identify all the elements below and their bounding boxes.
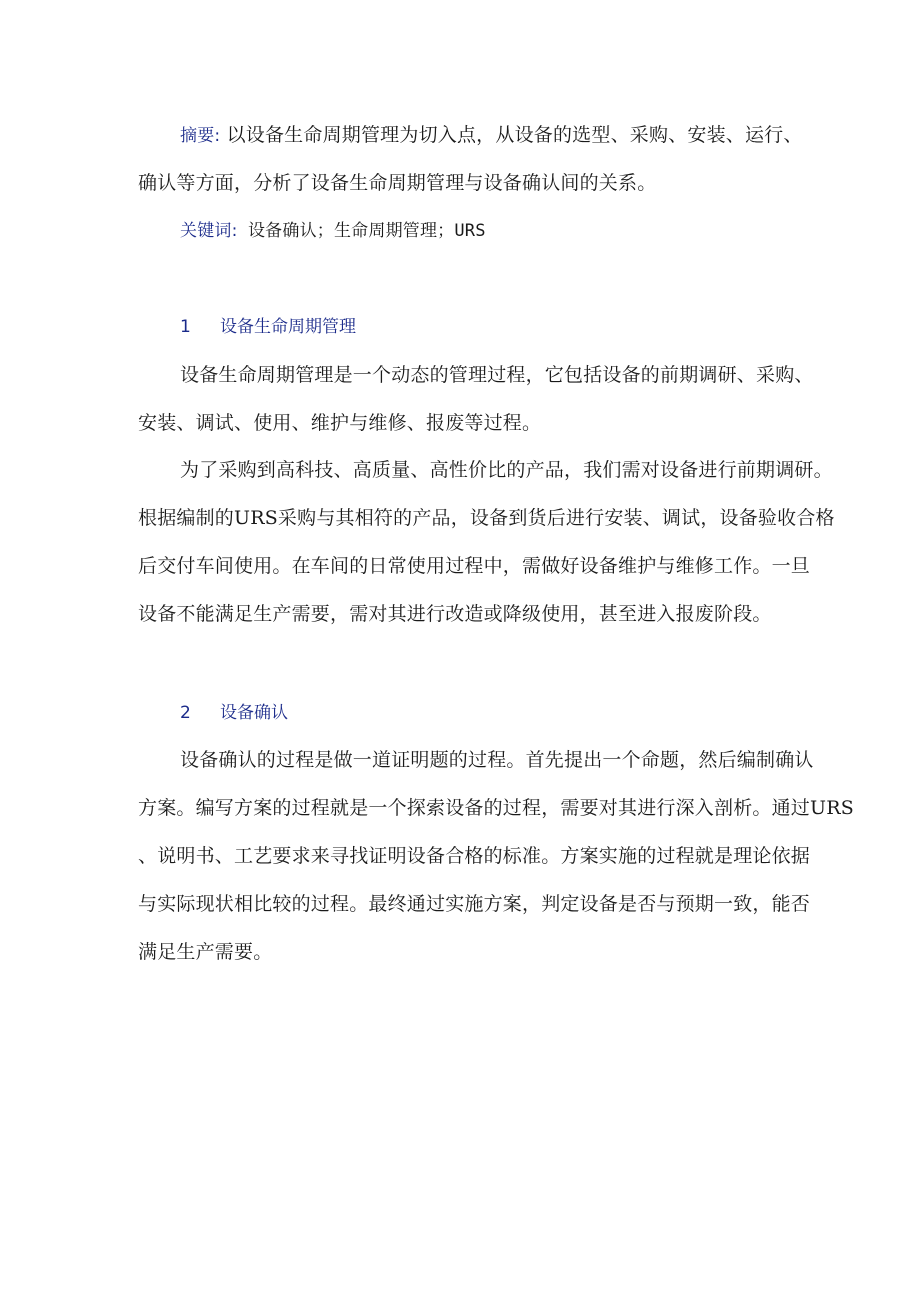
abstract-label: 摘要:	[180, 126, 221, 146]
section-2-number: 2	[180, 703, 191, 723]
abstract-line-1	[138, 120, 803, 150]
section-2-heading	[138, 698, 288, 728]
section-1-heading	[138, 312, 356, 342]
s2p1-line-5: 满足生产需要。	[138, 941, 273, 963]
s2p1-line-3: 、说明书、工艺要求来寻找证明设备合格的标准。方案实施的过程就是理论依据	[138, 845, 811, 867]
section-1-paragraph-1	[138, 360, 814, 438]
s1p2-line-1: 为了采购到高科技、高质量、高性价比的产品，我们需对设备进行前期调研。	[180, 459, 833, 481]
section-1-paragraph-2	[138, 455, 835, 629]
keywords-text: 设备确认；生命周期管理；URS	[237, 221, 486, 241]
keywords-line	[138, 215, 486, 245]
s2p1-line-4: 与实际现状相比较的过程。最终通过实施方案，判定设备是否与预期一致，能否	[138, 893, 811, 915]
keywords-block	[138, 215, 486, 245]
abstract-text-1: 以设备生命周期管理为切入点，从设备的选型、采购、安装、运行、	[220, 124, 803, 146]
section-1-title: 设备生命周期管理	[220, 317, 356, 337]
keywords-label: 关键词:	[180, 221, 238, 241]
abstract-text-2: 确认等方面，分析了设备生命周期管理与设备确认间的关系。	[138, 172, 657, 194]
s2p1-line-2: 方案。编写方案的过程就是一个探索设备的过程，需要对其进行深入剖析。通过URS	[138, 797, 854, 819]
section-1-number: 1	[180, 317, 191, 337]
abstract-block	[138, 120, 803, 198]
section-2-paragraph-1	[138, 745, 854, 967]
s1p2-line-2: 根据编制的URS采购与其相符的产品，设备到货后进行安装、调试，设备验收合格	[138, 507, 835, 529]
s1p2-line-3: 后交付车间使用。在车间的日常使用过程中，需做好设备维护与维修工作。一旦	[138, 555, 811, 577]
s1p1-line-2: 安装、调试、使用、维护与维修、报废等过程。	[138, 412, 542, 434]
s1p1-line-1: 设备生命周期管理是一个动态的管理过程，它包括设备的前期调研、采购、	[180, 364, 814, 386]
s1p2-line-4: 设备不能满足生产需要，需对其进行改造或降级使用，甚至进入报废阶段。	[138, 603, 772, 625]
s2p1-line-1: 设备确认的过程是做一道证明题的过程。首先提出一个命题，然后编制确认	[180, 749, 814, 771]
section-2-title: 设备确认	[220, 703, 288, 723]
